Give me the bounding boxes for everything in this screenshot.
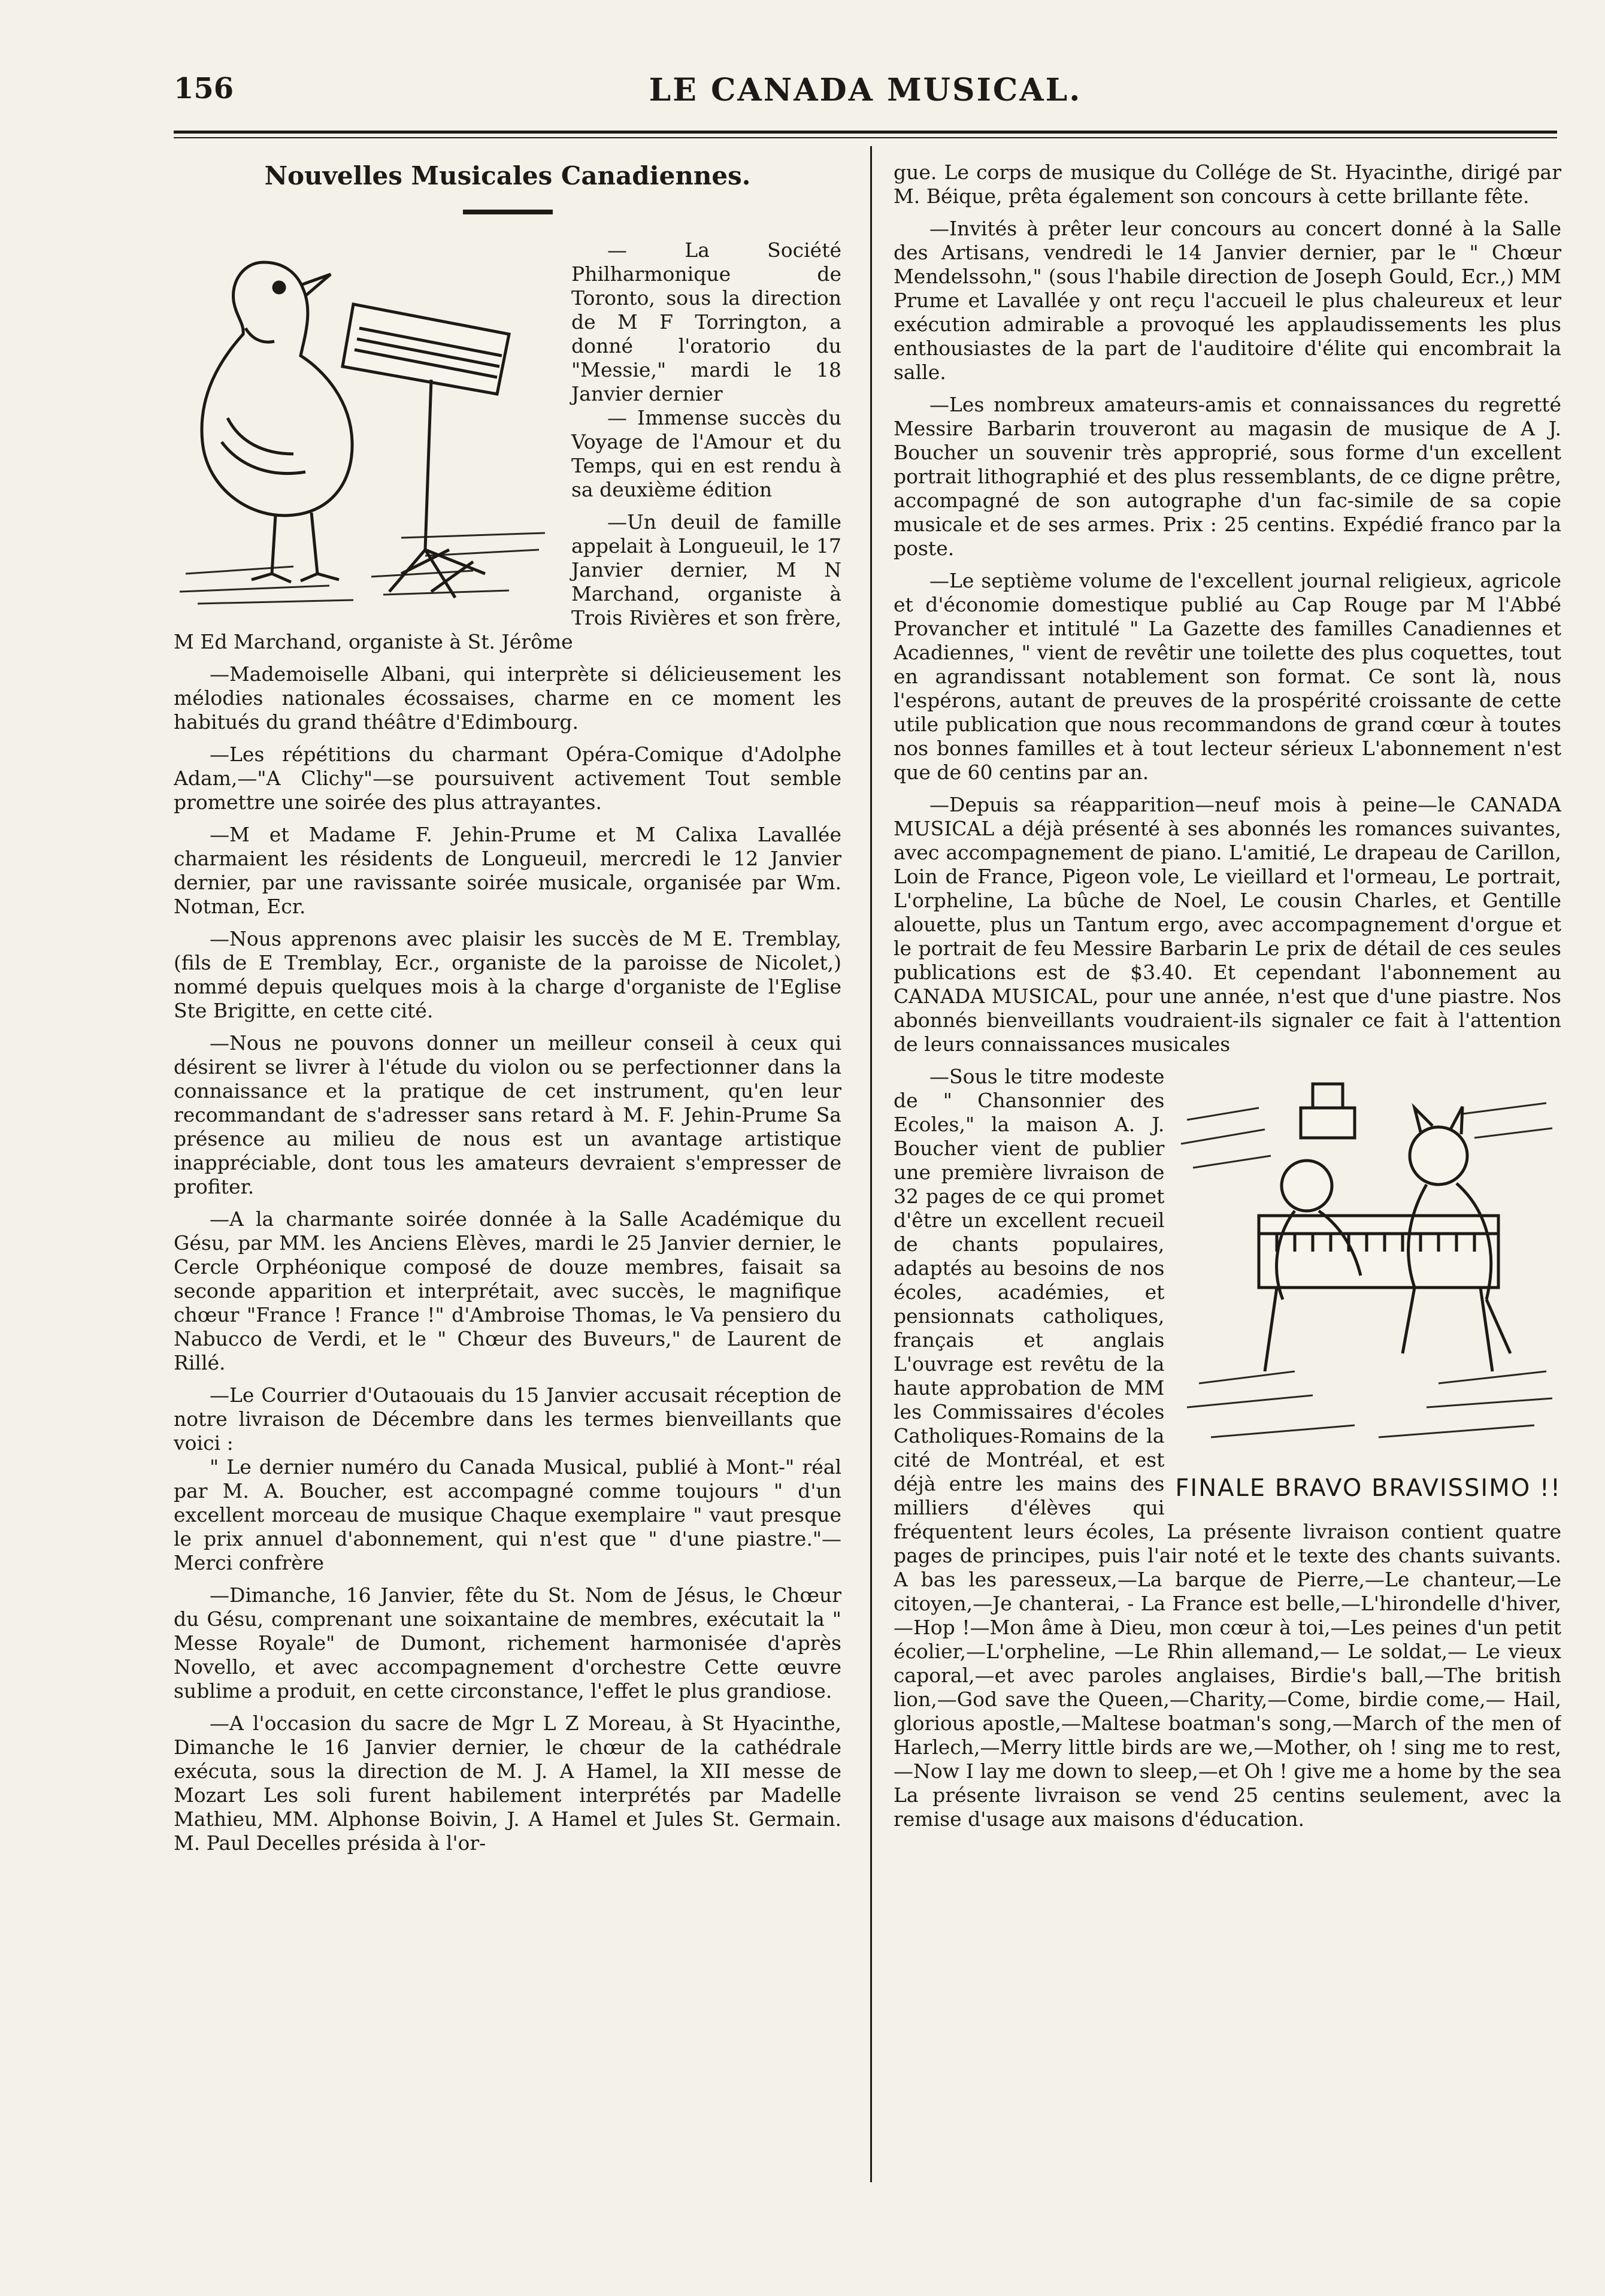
article-paragraph: —Nous ne pouvons donner un meilleur conseil à ceux qui désirent se livrer à l'étude du violon ou se perfectionner dans la connaissance et la pratique de cet instrument, qu'en leur recommandant de s'adresser sans retard à M. F. Jehin-Prume Sa présence au milieu de nous est un avantage artistique inappréciable, dont tous les amateurs devraient s'empresser de profiter. xyxy=(174,1031,841,1198)
page-header xyxy=(174,72,1557,120)
article-paragraph: —Les nombreux amateurs-amis et connaissances du regretté Messire Barbarin trouveront au magasin de musique de A J. Boucher un souvenir très approprié, sous forme d'un excellent portrait lithographié et des plus ressemblants, de ce digne prêtre, accompagné de son autographe d'un fac-simile de sa copie musicale et de ses armes. Prix : 25 centins. Expédié franco par la poste. xyxy=(894,393,1561,560)
article-paragraph: —Mademoiselle Albani, qui interprète si délicieusement les mélodies nationales écossaises, charme en ce moment les habitués du grand théâtre d'Edimbourg. xyxy=(174,662,841,734)
article-paragraph: —Sous le titre modeste de " Chansonnier des Ecoles," la maison A. J. Boucher vient de publier une première livraison de 32 pages de ce qui promet d'être un excellent recueil de chants populaires, adaptés au besoins de nos écoles, académies, et pensionnats catholiques, français et anglais L'ouvrage est revêtu de la haute approbation de MM les Commissaires d'écoles Catholiques-Romains de la cité de Montréal, et est déjà entre les mains des milliers d'élèves qui fréquentent leurs écoles, La présente livraison contient quatre pages de principes, puis l'air noté et le texte des chants suivants. A bas les paresseux,—La barque de Pierre,—Le chanteur,—Le citoyen,—Je chanterai, - La France est belle,—L'hirondelle d'hiver,—Hop !—Mon âme à Dieu, mon cœur à toi,—Les peines d'un petit écolier,—L'orpheline, —Le Rhin allemand,— Le soldat,— Le vieux caporal,—et avec paroles anglaises, Birdie's ball,—The british lion,—God save the Queen,—Charity,—Come, birdie come,— Hail, glorious apostle,—Maltese boatman's song,—March of the men of Harlech,—Merry little birds are we,—Mother, oh ! sing me to rest,—Now I lay me down to sleep,—et Oh ! give me a home by the sea La présente livraison se vend 25 centins seulement, avec la remise d'usage aux maisons d'éducation. xyxy=(894,1065,1561,1831)
piano-illustration-block xyxy=(1175,1072,1561,1500)
header-rule xyxy=(174,131,1557,134)
title-rule xyxy=(463,210,553,214)
article-paragraph: — La Société Philharmonique de Toronto, sous la direction de M F Torrington, a donné l'oratorio du "Messie," mardi le 18 Janvier dernier xyxy=(571,238,841,405)
article-paragraph: —Le Courrier d'Outaouais du 15 Janvier accusait réception de notre livraison de Décembre dans les termes bienveillants que voici : xyxy=(174,1383,841,1455)
column-divider xyxy=(870,146,872,2182)
chick-music-stand-illustration xyxy=(174,238,557,610)
running-title: LE CANADA MUSICAL. xyxy=(649,72,1082,108)
page-number: 156 xyxy=(174,72,234,105)
left-column xyxy=(174,160,841,2239)
section-title: Nouvelles Musicales Canadiennes. xyxy=(264,161,751,190)
header-rule-thin xyxy=(174,137,1557,138)
article-paragraph: —Invités à prêter leur concours au concert donné à la Salle des Artisans, vendredi le 14 Janvier dernier, par le " Chœur Mendelssohn," (sous l'habile direction de Joseph Gould, Ecr.,) MM Prume et Lavallée y ont reçu l'accueil le plus chaleureux et leur exécution admirable a provoqué les applaudissements les plus enthousiastes de la part de l'auditoire d'élite qui encombrait la salle. xyxy=(894,217,1561,384)
chick-figure xyxy=(202,262,352,582)
article-paragraph: —Dimanche, 16 Janvier, fête du St. Nom de Jésus, le Chœur du Gésu, comprenant une soixantaine de membres, exécutait la " Messe Royale" de Dumont, richement harmonisée d'après Novello, et avec accompagnement d'orchestre Cette œuvre sublime a produit, en cette circonstance, l'effet le plus grandiose. xyxy=(174,1583,841,1703)
right-column xyxy=(894,160,1561,2239)
article-paragraph: —Nous apprenons avec plaisir les succès de M E. Tremblay, (fils de E Tremblay, Ecr., organiste de la paroisse de Nicolet,) nommé depuis quelques mois à la charge d'organiste de l'Eglise Ste Brigitte, en cette cité. xyxy=(174,927,841,1022)
article-paragraph: —Un deuil de famille appelait à Longueuil, le 17 Janvier dernier, M N Marchand, organiste à Trois Rivières et son frère, M Ed Marchand, organiste à St. Jérôme xyxy=(174,510,841,653)
hatching-lines xyxy=(180,533,545,604)
article-paragraph: gue. Le corps de musique du Collége de St. Hyacinthe, dirigé par M. Béique, prêta également son concours à cette brillante fête. xyxy=(894,160,1561,208)
article-paragraph: — Immense succès du Voyage de l'Amour et du Temps, qui en est rendu à sa deuxième édition xyxy=(571,406,841,501)
piano-duet-illustration xyxy=(1175,1072,1558,1467)
article-quote: " Le dernier numéro du Canada Musical, publié à Mont-" réal par M. A. Boucher, est accompagné comme toujours " d'un excellent morceau de musique Chaque exemplaire " vaut presque le prix annuel d'abonnement, qui n'est que " d'une piastre."—Merci confrère xyxy=(174,1455,841,1574)
article-paragraph: —A l'occasion du sacre de Mgr L Z Moreau, à St Hyacinthe, Dimanche le 16 Janvier dernier, le chœur de la cathédrale exécuta, sous la direction de M. J. A Hamel, la XII messe de Mozart Les soli furent habilement interprétés par Madelle Mathieu, MM. Alphonse Boivin, J. A Hamel et Jules St. Germain. M. Paul Decelles présida à l'or- xyxy=(174,1712,841,1855)
article-paragraph: —Le septième volume de l'excellent journal religieux, agricole et d'économie domestique publié au Cap Rouge par M l'Abbé Provancher et intitulé " La Gazette des familles Canadiennes et Acadiennes, " vient de revêtir une toilette des plus coquettes, tout en agrandissant notablement son format. Ce sont là, nous l'espérons, autant de preuves de la prospérité croissante de cette utile publication que nous recommandons de grand cœur à toutes nos bonnes familles et à tout lecteur sérieux L'abonnement n'est que de 60 centins par an. xyxy=(894,569,1561,784)
illustration-caption: FINALE BRAVO BRAVISSIMO !! xyxy=(1175,1474,1561,1502)
article-paragraph: —A la charmante soirée donnée à la Salle Académique du Gésu, par MM. les Anciens Elèves, mardi le 25 Janvier dernier, le Cercle Orphéonique composé de douze membres, faisait sa seconde apparition et interprétait, avec succès, le magnifique chœur "France ! France !" d'Ambroise Thomas, le Va pensiero du Nabucco de Verdi, et le " Chœur des Buveurs," de Laurent de Rillé. xyxy=(174,1207,841,1374)
article-paragraph: —M et Madame F. Jehin-Prume et M Calixa Lavallée charmaient les résidents de Longueuil, mercredi le 12 Janvier dernier, par une ravissante soirée musicale, organisée par Wm. Notman, Ecr. xyxy=(174,823,841,918)
music-stand xyxy=(343,304,509,598)
article-paragraph: —Depuis sa réapparition—neuf mois à peine—le CANADA MUSICAL a déjà présenté à ses abonnés les romances suivantes, avec accompagnement de piano. L'amitié, Le drapeau de Carillon, Loin de France, Pigeon vole, Le vieillard et l'ormeau, Le portrait, L'orpheline, La bûche de Noel, Le cousin Charles, et Gentille alouette, plus un Tantum ergo, avec accompagnement d'orgue et le portrait de feu Messire Barbarin Le prix de détail de ces seules publications est de $3.40. Et cependant l'abonnement au CANADA MUSICAL, pour une année, n'est que d'une piastre. Nos abonnés bienveillants voudraient-ils signaler ce fait à l'attention de leurs connaissances musicales xyxy=(894,793,1561,1056)
article-paragraph: —Les répétitions du charmant Opéra-Comique d'Adolphe Adam,—"A Clichy"—se poursuivent activement Tout semble promettre une soirée des plus attrayantes. xyxy=(174,743,841,814)
